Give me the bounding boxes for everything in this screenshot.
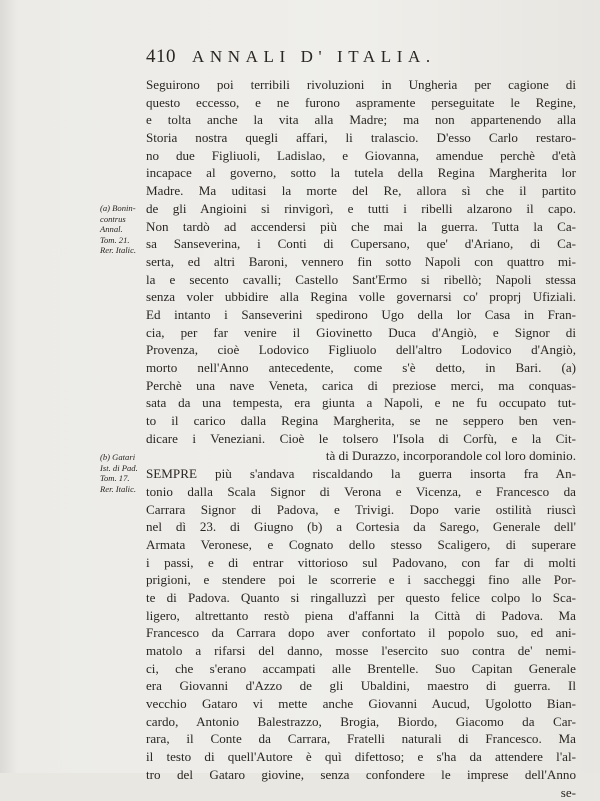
text-line: incapace al governo, sotto la tutela della Regina Margherita lor bbox=[146, 164, 576, 182]
text-line: te di Padova. Quanto si ringalluzzì per questo felice colpo lo Sca- bbox=[146, 589, 576, 607]
page-header bbox=[146, 46, 566, 72]
marginal-note-b bbox=[100, 452, 146, 494]
text-line: prigioni, e stendere poi le scorrerie e i saccheggi fino alle Por- bbox=[146, 571, 576, 589]
text-line: Francesco da Carrara dopo aver confortato il popolo suo, ed ani- bbox=[146, 624, 576, 642]
text-line: serta, ed altri Baroni, vennero fin sotto Napoli con quattro mi- bbox=[146, 253, 576, 271]
text-line: questo eccesso, e ne furono aspramente perseguitate le Regine, bbox=[146, 94, 576, 112]
text-line: Non tardò ad accendersi più che mai la guerra. Tutta la Ca- bbox=[146, 218, 576, 236]
text-line: cia, per far venire il Giovinetto Duca d'Angiò, e Signor di bbox=[146, 324, 576, 342]
text-line: il testo di quell'Autore è quì difettoso; e s'ha da attendere l'al- bbox=[146, 748, 576, 766]
marginal-note-line: Ist. di Pad. bbox=[100, 463, 146, 474]
text-line: la e secento cavalli; Castello Sant'Ermo si ribellò; Napoli stessa bbox=[146, 271, 576, 289]
text-line: se- bbox=[146, 784, 576, 801]
text-line: i passi, e di entrar vittorioso sul Padovano, con far di molti bbox=[146, 554, 576, 572]
text-line: Storia nostra quegli affari, li tralascio. D'esso Carlo restaro- bbox=[146, 129, 576, 147]
text-line: Ed intanto i Sanseverini spedirono Ugo della lor Casa in Fran- bbox=[146, 306, 576, 324]
text-line: Madre. Ma uditasi la morte del Re, allora sì che il partito bbox=[146, 182, 576, 200]
page-number: 410 bbox=[146, 46, 176, 68]
marginal-note-line: (a) Bonin- bbox=[100, 203, 146, 214]
text-line: e tolta anche la vita alla Madre; ma non appartenendo alla bbox=[146, 111, 576, 129]
marginal-note-line: Tom. 17. bbox=[100, 473, 146, 484]
text-line: de gli Angioini si rinvigorì, e tutti i ribelli alzarono il capo. bbox=[146, 200, 576, 218]
text-line: Perchè una nave Veneta, carica di preziose merci, ma conquas- bbox=[146, 377, 576, 395]
text-line: senza voler ubbidire alla Regina volle governarsi co' proprj Ufiziali. bbox=[146, 288, 576, 306]
text-line: vecchio Gataro vi mette anche Giovanni Aucud, Ugolotto Bian- bbox=[146, 695, 576, 713]
text-line: Seguirono poi terribili rivoluzioni in Ungheria per cagione di bbox=[146, 76, 576, 94]
text-line: SEMPRE più s'andava riscaldando la guerra insorta fra An- bbox=[146, 465, 576, 483]
text-line: Provenza, cioè Lodovico Figliuolo dell'altro Lodovico d'Angiò, bbox=[146, 341, 576, 359]
marginal-note-a bbox=[100, 203, 146, 256]
text-line: tonio dalla Scala Signor di Verona e Vicenza, e Francesco da bbox=[146, 483, 576, 501]
text-line: to il carico dalla Regina Margherita, se ne seppero ben ven- bbox=[146, 412, 576, 430]
text-line: Carrara Signor di Padova, e Trivigi. Dopo varie ostilità riuscì bbox=[146, 501, 576, 519]
text-line: matolo a rifarsi del danno, mosse l'esercito suo contra de' nemi- bbox=[146, 642, 576, 660]
marginal-note-line: Rer. Italic. bbox=[100, 484, 146, 495]
text-line: sata da una tempesta, era giunta a Napoli, e ne fu occupato tut- bbox=[146, 394, 576, 412]
text-line: cardo, Antonio Balestrazzo, Brogia, Biordo, Giacomo da Car- bbox=[146, 713, 576, 731]
marginal-note-line: (b) Gatari bbox=[100, 452, 146, 463]
text-line: no due Figliuoli, Ladislao, e Giovanna, amendue perchè d'età bbox=[146, 147, 576, 165]
body-text bbox=[146, 76, 576, 801]
marginal-note-line: Annal. bbox=[100, 224, 146, 235]
text-line: morto nell'Anno antecedente, come s'è detto, in Bari. (a) bbox=[146, 359, 576, 377]
text-line: era Giovanni d'Azzo de gli Ubaldini, maestro di guerra. Il bbox=[146, 677, 576, 695]
marginal-note-line: contrus bbox=[100, 214, 146, 225]
text-line: tro del Gataro giovine, senza confondere le imprese dell'Anno bbox=[146, 766, 576, 784]
text-line: ligero, altrettanto restò piena d'affanni la Città di Padova. Ma bbox=[146, 607, 576, 625]
text-line: sa Sanseverina, i Conti di Cupersano, que' d'Ariano, di Ca- bbox=[146, 235, 576, 253]
running-title: ANNALI D' ITALIA. bbox=[192, 47, 436, 67]
text-line: tà di Durazzo, incorporandole col loro dominio. bbox=[146, 447, 576, 465]
text-line: ci, che s'erano accampati alle Brentelle. Suo Capitan Generale bbox=[146, 660, 576, 678]
text-line: nel dì 23. di Giugno (b) a Cortesia da Sarego, Generale dell' bbox=[146, 518, 576, 536]
marginal-note-line: Rer. Italic. bbox=[100, 245, 146, 256]
marginal-note-line: Tom. 21. bbox=[100, 235, 146, 246]
text-line: dicare i Veneziani. Cioè le tolsero l'Isola di Corfù, e la Cit- bbox=[146, 430, 576, 448]
text-line: Armata Veronese, e Cognato dello stesso Scaligero, di superare bbox=[146, 536, 576, 554]
text-line: rara, il Conte da Carrara, Fratelli naturali di Francesco. Ma bbox=[146, 730, 576, 748]
